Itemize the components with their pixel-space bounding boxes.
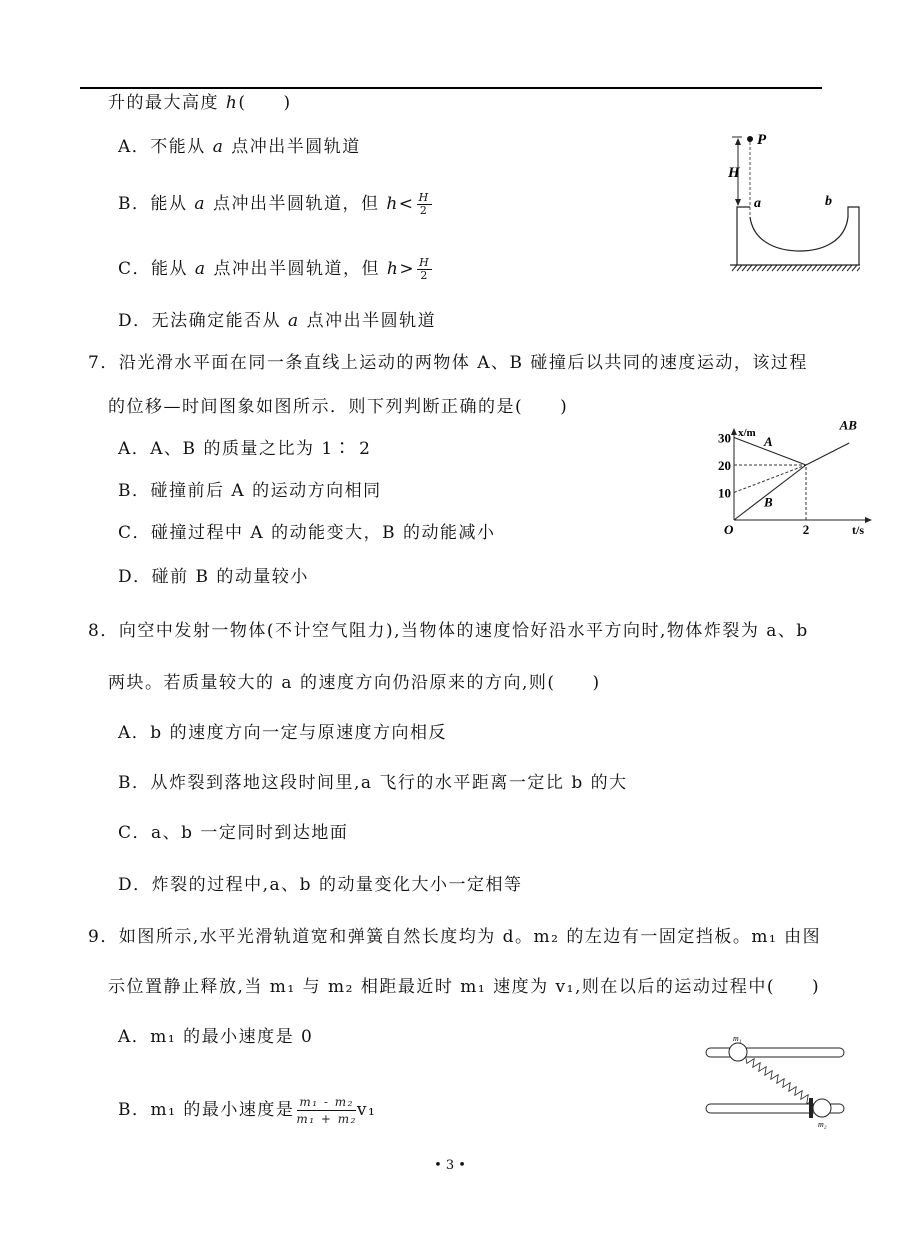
text: 不能从 [150,137,206,157]
q6-stem-tail [108,92,292,114]
q7-option-d: D．碰前 B 的动量较小 [118,567,309,587]
y-tick-20: 20 [718,458,731,473]
label: B． [118,194,151,214]
y-axis-arrow [731,428,737,435]
q7-stem-line1: 7．沿光滑水平面在同一条直线上运动的两物体 A、B 碰撞后以共同的速度运动，该过程 [88,353,808,373]
q9-option-a: A．m₁ 的最小速度是 0 [118,1027,314,1047]
arrow-up [735,138,741,145]
q8-option-d: D．炸裂的过程中,a、b 的动量变化大小一定相等 [118,875,523,895]
var: a [212,137,225,157]
fraction [417,257,432,282]
q6-figure-track [720,125,860,275]
numerator: H [419,256,431,269]
x-axis-label: t/s [852,523,864,537]
denominator: m₁ + m₂ [296,1112,357,1126]
q7-option-a: A．A、B 的质量之比为 1∶ 2 [118,439,372,459]
text: B．m₁ 的最小速度是 [118,1100,295,1120]
comparison: h< [386,194,415,214]
q9-option-b [118,1094,376,1127]
y-tick-30: 30 [718,430,731,446]
denominator: 2 [419,204,429,217]
header-rule [80,87,822,89]
label-m2: m₂ [818,1120,827,1129]
series-label-B: B [764,494,773,510]
series-label-A: A [764,433,773,449]
q8-option-b: B．从炸裂到落地这段时间里,a 飞行的水平距离一定比 b 的大 [118,773,628,793]
label-h: H [728,165,740,181]
y-tick-10: 10 [718,485,731,501]
var: a [194,194,207,214]
text: 点冲出半圆轨道，但 [212,194,380,214]
answer-blank: ( ) [238,93,292,113]
label-m1: m₁ [733,1034,742,1043]
label: C． [118,259,152,279]
fraction [417,192,432,217]
var: a [288,311,300,331]
q8-option-a: A．b 的速度方向一定与原速度方向相反 [118,723,448,743]
series [734,438,849,521]
q6-option-c [118,257,432,282]
text: 点冲出半圆轨道，但 [213,259,380,279]
page-number: • 3 • [434,1158,466,1173]
var: a [194,259,207,279]
label-a: a [754,196,761,211]
origin-label: O [724,522,734,537]
text: 能从 [150,194,188,214]
label-p: P [757,132,767,148]
track [737,207,859,265]
series-AB [806,443,849,465]
q9-stem-line1: 9．如图所示,水平光滑轨道宽和弹簧自然长度均为 d。m₂ 的左边有一固定挡板。m₁ 由图 [88,927,822,947]
q9-stem-line2: 示位置静止释放,当 m₁ 与 m₂ 相距最近时 m₁ 速度为 v₁,则在以后的运动过程中( ) [108,977,821,997]
labels [718,420,864,537]
q7-stem-line2: 的位移—时间图象如图所示．则下列判断正确的是( ) [108,397,569,417]
ground-hatch [732,265,860,271]
x-tick-2: 2 [802,522,810,537]
mass-m2 [813,1099,831,1117]
axes [731,428,872,523]
q8-stem-line1: 8．向空中发射一物体(不计空气阻力),当物体的速度恰好沿水平方向时,物体炸裂为 a、b [88,621,809,641]
series-label-AB: AB [839,420,857,433]
fixed-stop [809,1098,813,1118]
q6-option-b [118,192,432,217]
q7-option-b: B．碰撞前后 A 的运动方向相同 [118,481,382,501]
spring [746,1058,812,1103]
denominator: 2 [420,269,429,282]
mass-m1 [729,1043,747,1061]
guide-line-0 [734,465,806,493]
series-B [734,465,806,520]
q8-option-c: C．a、b 一定同时到达地面 [118,823,349,843]
text: 能从 [151,259,189,279]
q8-stem-line2: 两块。若质量较大的 a 的速度方向仍沿原来的方向,则( ) [108,673,601,693]
fraction [296,1094,357,1127]
text: 无法确定能否从 [151,311,282,331]
ball-p [747,136,753,142]
text: 升的最大高度 [108,93,219,113]
numerator: m₁ - m₂ [299,1095,354,1109]
y-axis-label: x/m [738,427,756,439]
q7-xt-chart [712,420,882,540]
q9-figure-spring [700,1030,850,1135]
label: A． [118,137,151,157]
text: 点冲出半圆轨道 [231,137,361,157]
upper-rail [706,1048,844,1057]
arrow-down [735,199,741,206]
comparison: h> [386,259,416,279]
numerator: H [418,191,430,204]
var: h [225,93,239,113]
text: v₁ [356,1100,377,1120]
label: D． [118,311,152,331]
q6-option-d [118,310,436,332]
q7-option-c: C．碰撞过程中 A 的动能变大，B 的动能减小 [118,523,496,543]
q6-option-a [118,136,361,158]
text: 点冲出半圆轨道 [306,311,437,331]
label-b: b [825,194,832,209]
x-axis-arrow [865,517,872,523]
